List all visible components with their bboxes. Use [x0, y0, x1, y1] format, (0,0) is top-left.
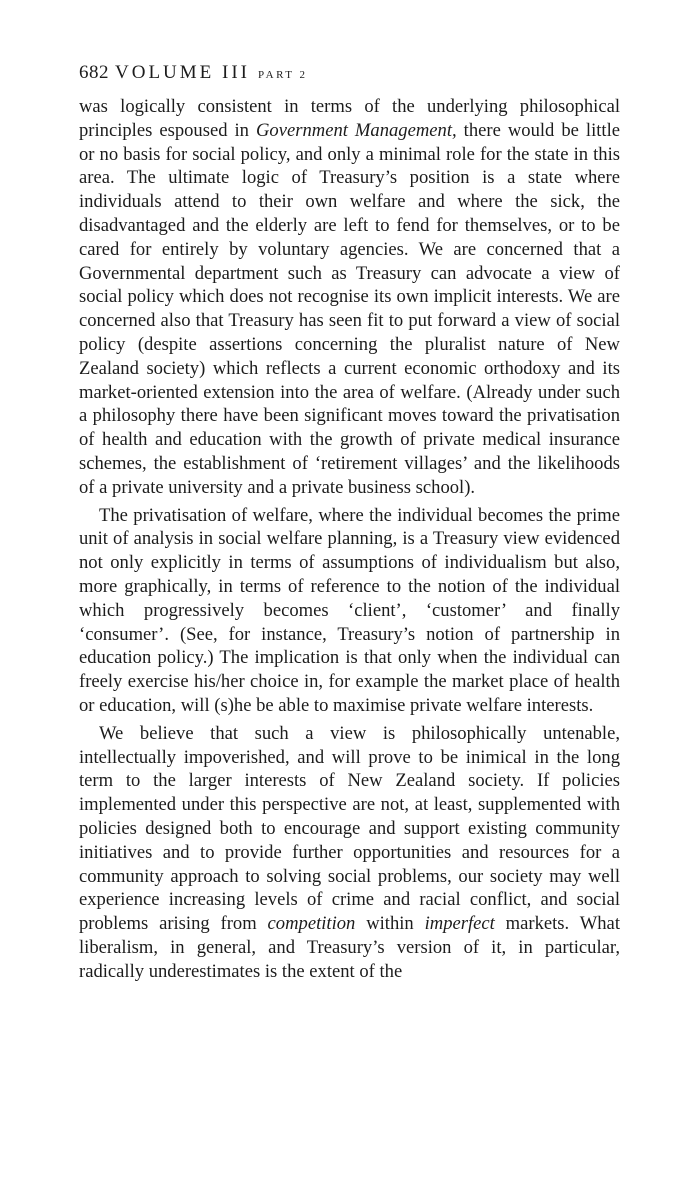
- text-segment: markets. What liberalism, in general, and Treasury’s version of it, in particular, radically underestimates is the extent of the: [79, 913, 620, 982]
- book-title: Government Management,: [256, 119, 457, 141]
- running-head: [79, 60, 620, 88]
- text-segment: was logically consistent in terms of the underlying philosophical principles espoused in: [79, 96, 620, 141]
- body-text: [79, 95, 620, 983]
- text-segment: within: [355, 913, 425, 935]
- paragraph-2: [79, 504, 620, 718]
- text-segment: The privatisation of welfare, where the individual becomes the prime unit of analysis in social welfare planning, is a Treasury view evidenced not only explicitly in terms of assumptions of individualism but also, more graphically, in terms of reference to the notion of the individual which progressively becomes ‘client’, ‘customer’ and finally ‘consumer’. (See, for instance, Treasury’s notion of partnership in education policy.) The implication is that only when the individual can freely exercise his/her choice in, for example the market place of health or education, will (s)he be able to maximise private welfare interests.: [79, 504, 620, 716]
- emphasis: competition: [267, 913, 356, 935]
- book-page: [79, 60, 620, 983]
- text-segment: We believe that such a view is philosophically untenable, intellectually impoverished, and will prove to be inimical in the long term to the larger interests of New Zealand society. If policies implemented under this perspective are not, at least, supplemented with policies designed both to encourage and support existing community initiatives and to provide further opportunities and resources for a community approach to solving social problems, our society may well experience increasing levels of crime and racial conflict, and social problems arising from: [79, 722, 620, 935]
- text-segment: there would be little or no basis for social policy, and only a minimal role for the state in this area. The ultimate logic of Treasury’s position is a state where individuals attend to their own welfare and where the sick, the disadvantaged and the elderly are left to fend for themselves, or to be cared for entirely by voluntary agencies. We are concerned that a Governmental department such as Treasury can advocate a view of social policy which does not recognise its own implicit interests. We are concerned also that Treasury has seen fit to put forward a view of social policy (despite assertions concerning the pluralist nature of New Zealand society) which reflects a current economic orthodoxy and its market-oriented extension into the area of welfare. (Already under such a philosophy there have been significant moves toward the privatisation of health and education with the growth of private medical insurance schemes, the establishment of ‘retirement villages’ and the likelihoods of a private university and a private business school).: [79, 119, 620, 498]
- part-label: PART 2: [258, 69, 308, 81]
- emphasis: imperfect: [424, 913, 495, 935]
- paragraph-3: [79, 722, 620, 984]
- paragraph-1: [79, 95, 620, 500]
- volume-label: VOLUME III: [115, 62, 251, 83]
- page-number: 682: [79, 62, 109, 83]
